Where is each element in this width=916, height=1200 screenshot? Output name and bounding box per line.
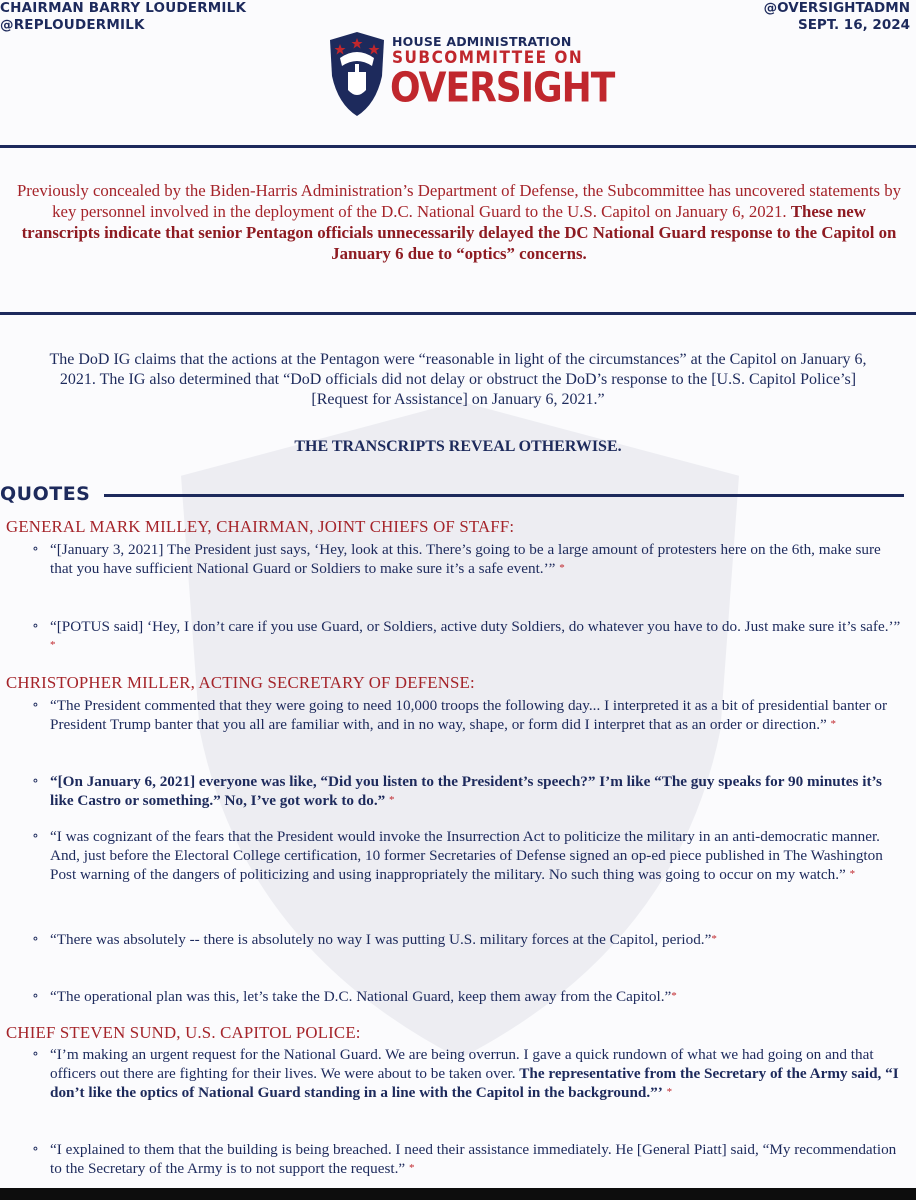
logo-line-3: OVERSIGHT bbox=[390, 64, 615, 112]
intro-paragraph bbox=[14, 180, 904, 264]
divider-top bbox=[0, 145, 916, 148]
subcommittee-logo bbox=[326, 28, 615, 120]
quote-text: “The operational plan was this, let’s take the D.C. National Guard, keep them away from the Capitol.” bbox=[50, 988, 672, 1005]
quote-text: “I explained to them that the building is being breached. I need their assistance immediately. He [General Piatt] said, “My recommendation to the Secretary of the Army is to not support the request.” bbox=[50, 1141, 897, 1177]
footnote-marker: * bbox=[830, 718, 837, 730]
quote-bold-text: “[On January 6, 2021] everyone was like, “Did you listen to the President’s speech?” I’m like “The guy speaks for 90 minutes it’s like Castro or something.” No, I’ve got work to do.” bbox=[50, 773, 882, 809]
quote-item bbox=[32, 540, 902, 578]
bullet-icon: ∘ bbox=[32, 989, 39, 1004]
quote-text: “I’m making an urgent request for the National Guard. We are being overrun. I gave a quick rundown of what we had going on and that officers out there are fighting for their lives. We were about to be taken over. bbox=[50, 1046, 874, 1082]
footnote-marker: * bbox=[711, 933, 717, 945]
release-date: SEPT. 16, 2024 bbox=[797, 17, 910, 33]
quote-item bbox=[32, 617, 902, 655]
bullet-icon: ∘ bbox=[32, 698, 39, 713]
reveal-heading: THE TRANSCRIPTS REVEAL OTHERWISE. bbox=[294, 438, 622, 455]
quote-text: “[January 3, 2021] The President just says, ‘Hey, look at this. There’s going to be a large amount of protesters here on the 6th, make sure that you have sufficient National Guard or Soldiers to make sure it’s a safe event.’” bbox=[50, 541, 881, 577]
quote-text: “[POTUS said] ‘Hey, I don’t care if you use Guard, or Soldiers, active duty Soldiers, do whatever you have to do. Just make sure it’s safe.’” bbox=[50, 618, 901, 635]
bullet-icon: ∘ bbox=[32, 829, 39, 844]
footnote-marker: * bbox=[389, 794, 395, 806]
ig-claims-paragraph: The DoD IG claims that the actions at the Pentagon were “reasonable in light of the circumstances” at the Capitol on January 6, 2021. The IG also determined that “DoD officials did not delay or obstruct the DoD’s response to the [U.S. Capitol Police’s] [Request for Assistance] on January 6, 2021.” bbox=[49, 351, 867, 408]
quotes-heading-row bbox=[0, 483, 916, 507]
quote-text: “I was cognizant of the fears that the President would invoke the Insurrection Act to politicize the military in an anti-democratic manner. And, just before the Electoral College certification, 10 former Secretaries of Defense signed an op-ed piece published in The Washington Post warning of the dangers of politicizing and using inappropriately the military. No such thing was going to occur on my watch.” bbox=[50, 828, 883, 883]
footnote-marker: * bbox=[50, 639, 56, 651]
quotes-heading: QUOTES bbox=[0, 483, 91, 505]
quote-bold-text: The representative from the Secretary of the Army said, “I don’t like the optics of National Guard standing in a line with the Capitol in the background.”’ bbox=[50, 1065, 899, 1101]
speaker-miller: CHRISTOPHER MILLER, ACTING SECRETARY OF DEFENSE: bbox=[6, 673, 475, 692]
committee-handle: @OVERSIGHTADMN bbox=[763, 0, 910, 16]
quote-text: “There was absolutely -- there is absolutely no way I was putting U.S. military forces at the Capitol, period.” bbox=[50, 931, 712, 948]
quote-text: “The President commented that they were going to need 10,000 troops the following day... I interpreted it as a bit of presidential banter or President Trump banter that you all are familiar with, and in no way, shape, or form did I interpret that as an order or direction.” bbox=[50, 697, 888, 733]
bullet-icon: ∘ bbox=[32, 1142, 39, 1157]
quote-item bbox=[32, 827, 902, 884]
intro-text: Previously concealed by the Biden-Harris Administration’s Department of Defense, the Subcommittee has uncovered statements by key personnel involved in the deployment of the D.C. National Guard to the U.S. Capitol on January 6, 2021. bbox=[16, 181, 902, 221]
footnote-marker: * bbox=[559, 562, 565, 574]
quote-item bbox=[32, 987, 902, 1006]
bottom-edge-bar bbox=[0, 1188, 916, 1200]
quote-item bbox=[32, 1140, 902, 1178]
footnote-marker: * bbox=[408, 1162, 415, 1174]
intro-bold-text: These new transcripts indicate that senior Pentagon officials unnecessarily delayed the DC National Guard response to the Capitol on January 6 due to “optics” concerns. bbox=[21, 202, 897, 263]
logo-line-1: HOUSE ADMINISTRATION bbox=[392, 34, 572, 49]
speaker-sund: CHIEF STEVEN SUND, U.S. CAPITOL POLICE: bbox=[6, 1023, 361, 1042]
footnote-marker: * bbox=[666, 1086, 673, 1098]
quote-item bbox=[32, 930, 902, 949]
chairman-name: CHAIRMAN BARRY LOUDERMILK bbox=[0, 0, 247, 16]
bullet-icon: ∘ bbox=[32, 774, 39, 789]
chairman-handle: @REPLOUDERMILK bbox=[0, 17, 145, 33]
quote-item bbox=[32, 1045, 902, 1102]
bullet-icon: ∘ bbox=[32, 542, 39, 557]
shield-icon bbox=[326, 28, 388, 118]
chairman-header bbox=[0, 0, 246, 34]
logo-line-2: SUBCOMMITTEE ON bbox=[392, 48, 584, 68]
footnote-marker: * bbox=[849, 868, 856, 880]
bullet-icon: ∘ bbox=[32, 1047, 39, 1062]
bullet-icon: ∘ bbox=[32, 932, 39, 947]
quotes-rule bbox=[104, 494, 904, 497]
bullet-icon: ∘ bbox=[32, 619, 39, 634]
footnote-marker: * bbox=[671, 990, 677, 1002]
quote-item bbox=[32, 772, 902, 810]
divider-middle bbox=[0, 312, 916, 315]
speaker-milley: GENERAL MARK MILLEY, CHAIRMAN, JOINT CHIEFS OF STAFF: bbox=[6, 517, 515, 536]
quote-item bbox=[32, 696, 902, 734]
committee-header bbox=[764, 0, 910, 34]
